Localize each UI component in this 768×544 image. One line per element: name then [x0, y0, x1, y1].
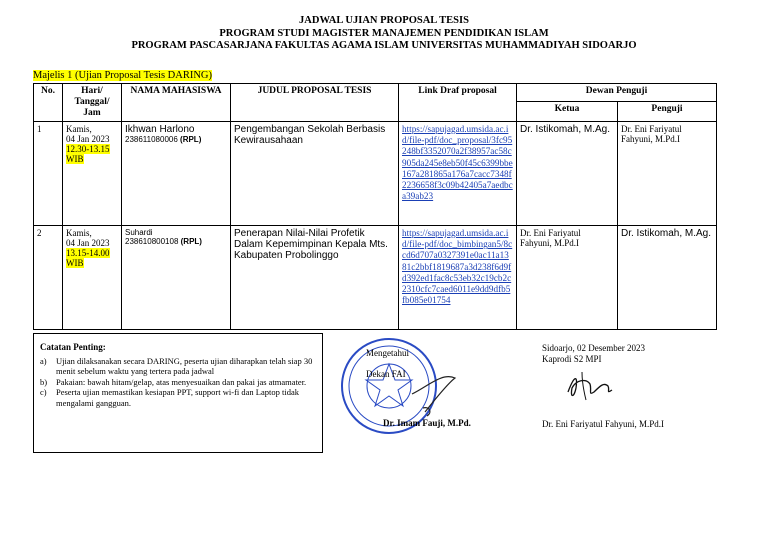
proposal-link[interactable]: https://sapujagad.umsida.ac.id/file-pdf/doc_proposal/3fc95248bf3352070a2f38957ac58c905da245e8eb50f45c6399bbe167a281865a176a7cacc7348f2236658f3c09b42405a7aedbca39ab23: [402, 124, 513, 202]
header-title: JADWAL UJIAN PROPOSAL TESIS: [299, 15, 469, 26]
row-no: 1: [34, 122, 63, 226]
kaprodi-name: Dr. Eni Fariyatul Fahyuni, M.Pd.I: [542, 419, 664, 429]
row-link-cell: [399, 122, 517, 226]
kaprodi-block: [542, 343, 645, 365]
row-no: 2: [34, 226, 63, 330]
row-student: Suhardi 238610800108 (RPL): [122, 226, 231, 330]
list-item: a) Ujian dilaksanakan secara DARING, peserta ujian diharapkan telah siap 30 menit sebelum waktu yang tertera pada jadwal: [40, 355, 313, 376]
proposal-link[interactable]: https://sapujagad.umsida.ac.id/file-pdf/doc_bimbingan5/8ccd6d707a0327391e0ac11a1381c2bbf1819687a3d238f6d9fd392ed1fac8c53eb32c19cb2c2310cfc7caed6011e9dd9dfb5fb085e01754: [402, 228, 513, 306]
dean-name: Dr. Imam Fauji, M.Pd.: [383, 418, 471, 428]
document-header: [0, 15, 768, 53]
col-judul: JUDUL PROPOSAL TESIS: [231, 84, 399, 122]
row-ketua: Dr. Eni Fariyatul Fahyuni, M.Pd.I: [517, 226, 618, 330]
row-date: Kamis, 04 Jan 2023 13.15-14.00 WIB: [63, 226, 122, 330]
table-row: [34, 226, 717, 330]
kaprodi-role: Kaprodi S2 MPI: [542, 354, 602, 364]
col-link: Link Draf proposal: [399, 84, 517, 122]
row-penguji: Dr. Istikomah, M.Ag.: [618, 226, 717, 330]
col-penguji: Penguji: [618, 101, 717, 121]
row-time: 13.15-14.00 WIB: [66, 248, 110, 268]
signature-icon: [560, 370, 620, 402]
col-hari: Hari/ Tanggal/ Jam: [63, 84, 122, 122]
header-program: PROGRAM STUDI MAGISTER MANAJEMEN PENDIDIKAN ISLAM: [219, 27, 549, 39]
student-nim: 238611080006: [125, 135, 178, 144]
place-date: Sidoarjo, 02 Desember 2023: [542, 343, 645, 353]
row-title: Penerapan Nilai-Nilai Profetik Dalam Kepemimpinan Kepala Mts. Kabupaten Probolinggo: [231, 226, 399, 330]
majelis-label: Majelis 1 (Ujian Proposal Tesis DARING): [33, 70, 213, 81]
row-ketua: Dr. Istikomah, M.Ag.: [517, 122, 618, 226]
row-student: Ikhwan Harlono 238611080006 (RPL): [122, 122, 231, 226]
student-name: Suhardi: [125, 228, 153, 237]
important-notes: [33, 333, 323, 453]
row-title: Pengembangan Sekolah Berbasis Kewirausahaan: [231, 122, 399, 226]
schedule-table: [33, 83, 717, 330]
row-link-cell: [399, 226, 517, 330]
table-row: [34, 122, 717, 226]
notes-title: Catatan Penting:: [40, 342, 106, 352]
student-nim: 238610800108: [125, 237, 179, 246]
list-item: c) Peserta ujian memastikan kesiapan PPT, support wi-fi dan Laptop tidak mengalami gangguan.: [40, 387, 299, 408]
student-name: Ikhwan Harlono: [125, 124, 195, 135]
list-item: b) Pakaian: bawah hitam/gelap, atas menyesuaikan dan pakai jas atmamater.: [40, 376, 307, 387]
col-dewan: Dewan Penguji: [517, 84, 717, 102]
acknowledged-by: Mengetahui Dekan FAI: [366, 348, 409, 379]
header-faculty: PROGRAM PASCASARJANA FAKULTAS AGAMA ISLAM UNIVERSITAS MUHAMMADIYAH SIDOARJO: [131, 40, 637, 51]
col-no: No.: [34, 84, 63, 122]
row-date: Kamis, 04 Jan 2023 12.30-13.15 WIB: [63, 122, 122, 226]
col-nama: NAMA MAHASISWA: [122, 84, 231, 122]
row-penguji: Dr. Eni Fariyatul Fahyuni, M.Pd.I: [618, 122, 717, 226]
row-time: 12.30-13.15 WIB: [66, 144, 110, 164]
col-ketua: Ketua: [517, 101, 618, 121]
